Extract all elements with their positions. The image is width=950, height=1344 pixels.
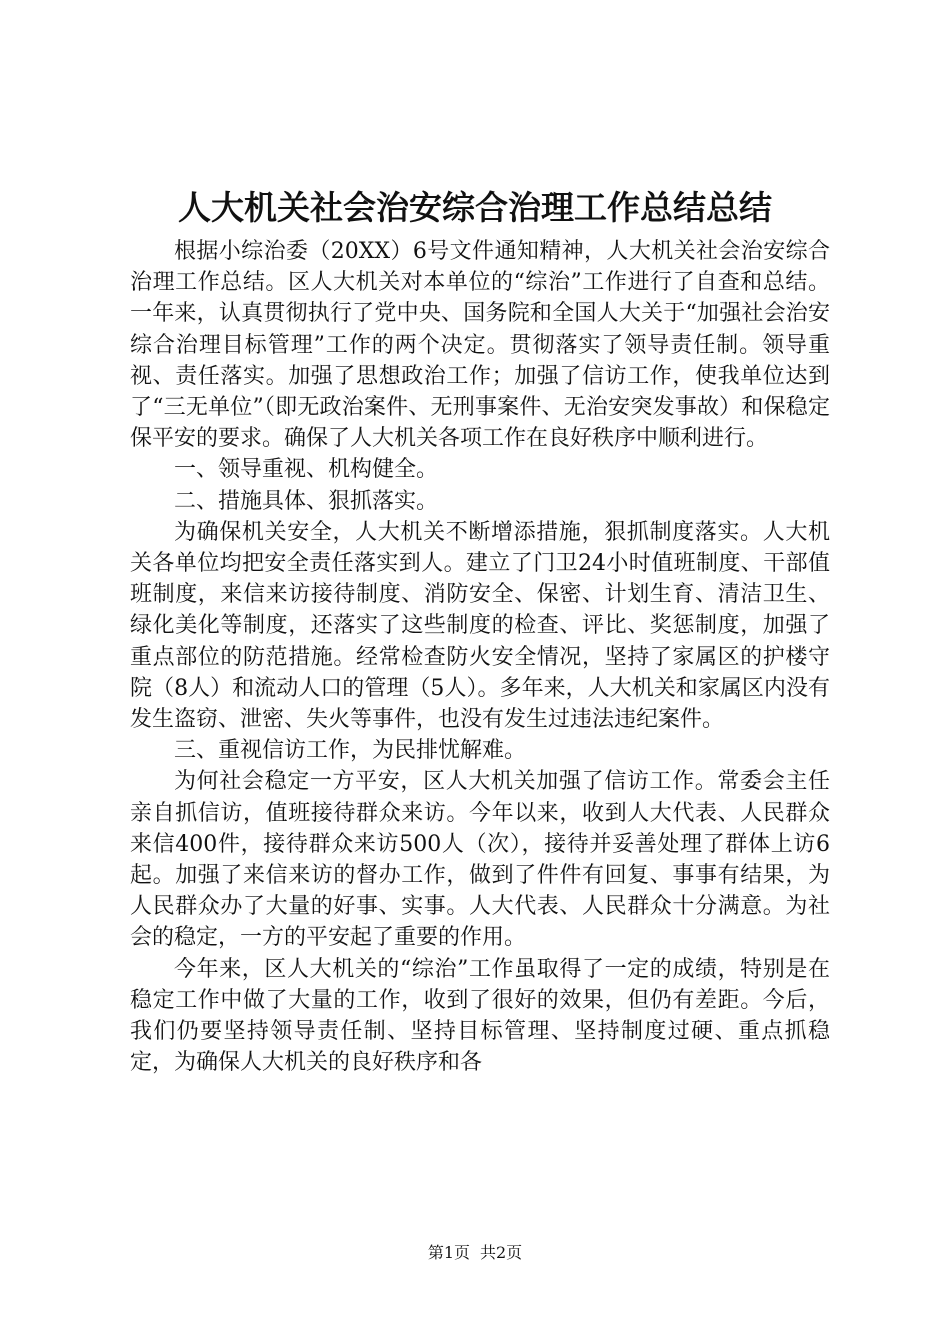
heading-section-3: 三、重视信访工作，为民排忧解难。 [174,738,527,764]
document-title: 人大机关社会治安综合治理工作总结总结 [178,188,772,227]
paragraph-intro: 根据小综治委（20XX）6号文件通知精神，人大机关社会治安综合治理工作总结。区人大机关对本单位的“综治”工作进行了自查和总结。一年来，认真贯彻执行了党中央、国务院和全国人大关于“加强社会治安综合治理目标管理”工作的两个决定。贯彻落实了领导责任制。领导重视、责任落实。加强了思想政治工作；加强了信访工作，使我单位达到了“三无单位”（即无政治案件、无刑事案件、无治安突发事故）和保稳定保平安的要求。确保了人大机关各项工作在良好秩序中顺利进行。 [130,239,830,452]
page-footer [0,1243,950,1263]
document-body [130,236,830,1078]
paragraph-petitions: 为何社会稳定一方平安，区人大机关加强了信访工作。常委会主任亲自抓信访，值班接待群众来访。今年以来，收到人大代表、人民群众来信400件，接待群众来访500人（次），接待并妥善处理了群体上访6起。加强了来信来访的督办工作，做到了件件有回复、事事有结果，为人民群众办了大量的好事、实事。人大代表、人民群众十分满意。为社会的稳定，一方的平安起了重要的作用。 [130,769,830,951]
heading-section-2: 二、措施具体、狠抓落实。 [174,488,439,514]
page-count: 共2页 [480,1243,523,1262]
paragraph-outlook: 今年来，区人大机关的“综治”工作虽取得了一定的成绩，特别是在稳定工作中做了大量的工作，收到了很好的效果，但仍有差距。今后，我们仍要坚持领导责任制、坚持目标管理、坚持制度过硬、重点抓稳定，为确保人大机关的良好秩序和各 [130,956,830,1076]
paragraph-measures: 为确保机关安全，人大机关不断增添措施，狠抓制度落实。人大机关各单位均把安全责任落实到人。建立了门卫24小时值班制度、干部值班制度，来信来访接待制度、消防安全、保密、计划生育、清洁卫生、绿化美化等制度，还落实了这些制度的检查、评比、奖惩制度，加强了重点部位的防范措施。经常检查防火安全情况，坚持了家属区的护楼守院（8人）和流动人口的管理（5人）。多年来，人大机关和家属区内没有发生盗窃、泄密、失火等事件，也没有发生过违法违纪案件。 [130,519,830,733]
heading-section-1: 一、领导重视、机构健全。 [174,457,439,483]
page-number: 第1页 [427,1243,470,1262]
